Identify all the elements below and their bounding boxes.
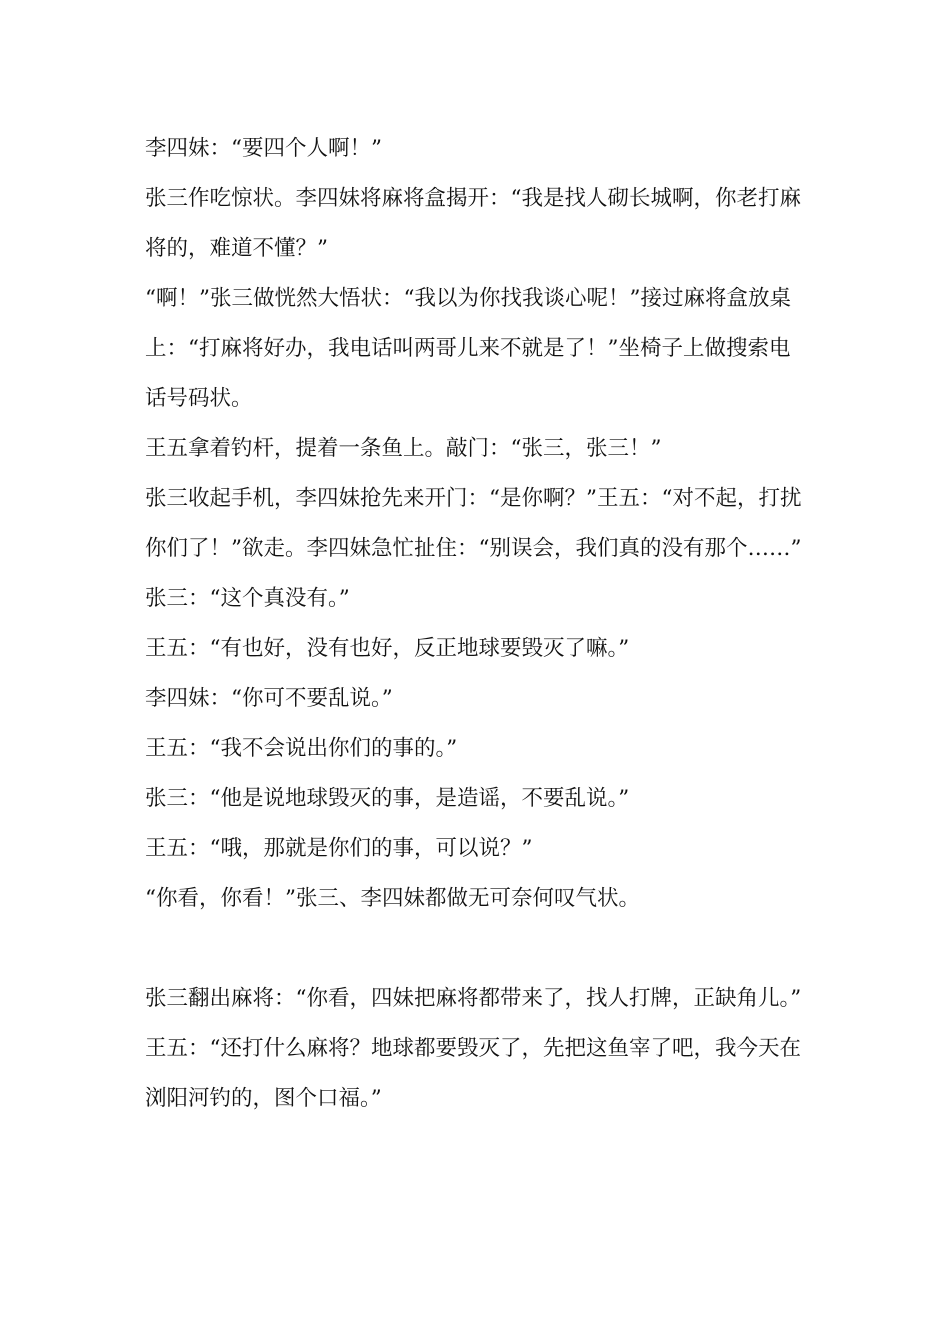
paragraph: 张三翻出麻将：“你看，四妹把麻将都带来了，找人打牌，正缺角儿。” xyxy=(145,986,802,1011)
paragraph: 张三作吃惊状。李四妹将麻将盒揭开：“我是找人砌长城啊，你老打麻将的，难道不懂？” xyxy=(145,186,801,261)
paragraph: 李四妹：“要四个人啊！” xyxy=(145,136,382,161)
paragraph: “你看，你看！”张三、李四妹都做无可奈何叹气状。 xyxy=(145,886,640,911)
paragraph: 王五：“有也好，没有也好，反正地球要毁灭了嘛。” xyxy=(145,636,630,661)
paragraph: 王五：“我不会说出你们的事的。” xyxy=(145,736,458,761)
paragraph: 张三：“这个真没有。” xyxy=(145,586,350,611)
document-body xyxy=(145,124,810,1124)
paragraph: “啊！”张三做恍然大悟状：“我以为你找我谈心呢！”接过麻将盒放桌上：“打麻将好办，我电话叫两哥儿来不就是了！”坐椅子上做搜索电话号码状。 xyxy=(145,286,791,411)
paragraph: 李四妹：“你可不要乱说。” xyxy=(145,686,393,711)
paragraph: 王五：“还打什么麻将？地球都要毁灭了，先把这鱼宰了吧，我今天在浏阳河钓的，图个口福。” xyxy=(145,1036,801,1111)
paragraph: 张三：“他是说地球毁灭的事，是造谣，不要乱说。” xyxy=(145,786,630,811)
paragraph: 王五：“哦，那就是你们的事，可以说？” xyxy=(145,836,533,861)
paragraph: 王五拿着钓杆，提着一条鱼上。敲门：“张三，张三！” xyxy=(145,436,662,461)
paragraph: 张三收起手机，李四妹抢先来开门：“是你啊？”王五：“对不起，打扰你们了！”欲走。李四妹急忙扯住：“别误会，我们真的没有那个……” xyxy=(145,486,802,561)
blank-line xyxy=(145,924,810,974)
